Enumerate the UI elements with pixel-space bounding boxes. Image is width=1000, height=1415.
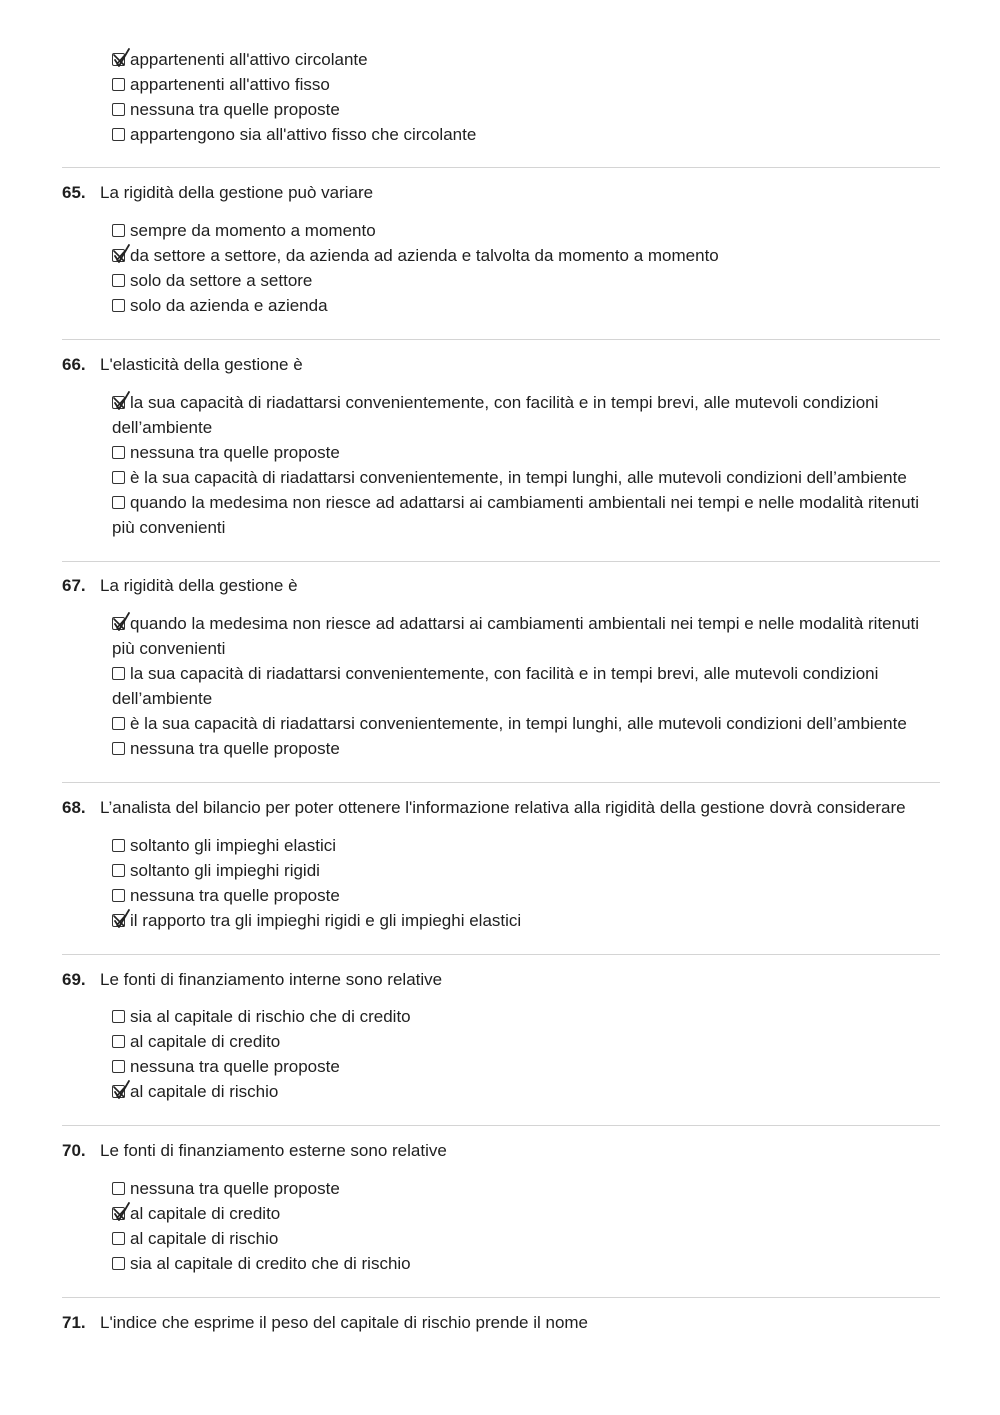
checkbox-icon[interactable] [112, 446, 125, 459]
question-number: 66. [62, 355, 86, 374]
answer-option-text: solo da settore a settore [130, 271, 313, 290]
answer-option-text: sia al capitale di rischio che di credito [130, 1007, 411, 1026]
question-number: 65. [62, 183, 86, 202]
checked-checkbox-icon[interactable] [112, 396, 125, 409]
question-text: La rigidità della gestione può variare [100, 183, 374, 202]
answer-option[interactable] [112, 122, 942, 147]
checkbox-icon[interactable] [112, 471, 125, 484]
answer-option-text: sia al capitale di credito che di rischio [130, 1254, 411, 1273]
answer-option-text: appartenenti all'attivo fisso [130, 75, 330, 94]
checkbox-icon[interactable] [112, 224, 125, 237]
answer-option[interactable] [112, 72, 942, 97]
question-text: L'indice che esprime il peso del capitale di rischio prende il nome [100, 1313, 589, 1332]
question-number: 68. [62, 798, 86, 817]
answer-option-text: appartengono sia all'attivo fisso che circolante [130, 125, 477, 144]
answer-option[interactable] [112, 293, 942, 318]
checkbox-icon[interactable] [112, 1182, 125, 1195]
answer-option[interactable] [112, 908, 942, 933]
question-divider [62, 339, 940, 340]
question-number: 71. [62, 1313, 86, 1332]
checkbox-icon[interactable] [112, 274, 125, 287]
answer-option-text: la sua capacità di riadattarsi convenientemente, con facilità e in tempi brevi, alle mutevoli condizioni dell’ambiente [112, 664, 879, 708]
answer-option[interactable] [112, 1029, 942, 1054]
checkbox-icon[interactable] [112, 667, 125, 680]
checkbox-icon[interactable] [112, 889, 125, 902]
answer-option[interactable] [112, 833, 942, 858]
answer-option[interactable] [112, 1079, 942, 1104]
answer-option[interactable] [112, 440, 942, 465]
answer-option[interactable] [112, 711, 942, 736]
question-divider [62, 167, 940, 168]
question-heading [62, 573, 298, 598]
checkbox-icon[interactable] [112, 1257, 125, 1270]
answer-option[interactable] [112, 736, 942, 761]
answer-option-text: soltanto gli impieghi rigidi [130, 861, 320, 880]
checkbox-icon[interactable] [112, 1010, 125, 1023]
checkbox-icon[interactable] [112, 78, 125, 91]
question-heading [62, 1310, 588, 1335]
answer-option-text: nessuna tra quelle proposte [130, 1179, 340, 1198]
checkbox-icon[interactable] [112, 717, 125, 730]
answer-option[interactable] [112, 465, 942, 490]
question-divider [62, 1297, 940, 1298]
answer-option[interactable] [112, 268, 942, 293]
answer-option[interactable] [112, 1054, 942, 1079]
answer-option-text: nessuna tra quelle proposte [130, 100, 340, 119]
answer-option-text: sempre da momento a momento [130, 221, 376, 240]
question-heading [62, 1138, 447, 1163]
question-text: L’analista del bilancio per poter ottenere l'informazione relativa alla rigidità della gestione dovrà considerare [100, 798, 906, 817]
answer-option[interactable] [112, 661, 942, 711]
answer-option-text: al capitale di rischio [130, 1229, 279, 1248]
answer-option[interactable] [112, 243, 942, 268]
checkbox-icon[interactable] [112, 103, 125, 116]
answer-option-text: è la sua capacità di riadattarsi convenientemente, in tempi lunghi, alle mutevoli condizioni dell’ambiente [130, 714, 907, 733]
question-divider [62, 561, 940, 562]
answer-option-text: è la sua capacità di riadattarsi convenientemente, in tempi lunghi, alle mutevoli condizioni dell’ambiente [130, 468, 907, 487]
question-heading [62, 967, 442, 992]
checkbox-icon[interactable] [112, 128, 125, 141]
answer-option-text: nessuna tra quelle proposte [130, 739, 340, 758]
answer-option-text: quando la medesima non riesce ad adattarsi ai cambiamenti ambientali nei tempi e nelle modalità ritenuti più convenienti [112, 493, 920, 537]
checked-checkbox-icon[interactable] [112, 53, 125, 66]
question-text: Le fonti di finanziamento esterne sono relative [100, 1141, 447, 1160]
question-heading [62, 180, 373, 205]
answer-option-text: la sua capacità di riadattarsi convenientemente, con facilità e in tempi brevi, alle mutevoli condizioni dell’ambiente [112, 393, 879, 437]
checked-checkbox-icon[interactable] [112, 249, 125, 262]
answer-option-text: quando la medesima non riesce ad adattarsi ai cambiamenti ambientali nei tempi e nelle modalità ritenuti più convenienti [112, 614, 920, 658]
answer-option-text: appartenenti all'attivo circolante [130, 50, 368, 69]
answer-option[interactable] [112, 1176, 942, 1201]
answer-option[interactable] [112, 218, 942, 243]
question-divider [62, 1125, 940, 1126]
answer-option-text: da settore a settore, da azienda ad azienda e talvolta da momento a momento [130, 246, 719, 265]
checkbox-icon[interactable] [112, 864, 125, 877]
question-number: 69. [62, 970, 86, 989]
question-divider [62, 782, 940, 783]
question-heading [62, 795, 906, 820]
checked-checkbox-icon[interactable] [112, 914, 125, 927]
answer-option[interactable] [112, 1004, 942, 1029]
question-text: Le fonti di finanziamento interne sono relative [100, 970, 443, 989]
answer-option[interactable] [112, 858, 942, 883]
answer-option[interactable] [112, 883, 942, 908]
question-text: L'elasticità della gestione è [100, 355, 303, 374]
checkbox-icon[interactable] [112, 742, 125, 755]
checkbox-icon[interactable] [112, 299, 125, 312]
checkbox-icon[interactable] [112, 839, 125, 852]
answer-option[interactable] [112, 390, 942, 440]
answer-option[interactable] [112, 97, 942, 122]
answer-option[interactable] [112, 1251, 942, 1276]
checkbox-icon[interactable] [112, 1060, 125, 1073]
question-number: 67. [62, 576, 86, 595]
checkbox-icon[interactable] [112, 496, 125, 509]
answer-option[interactable] [112, 1226, 942, 1251]
answer-option-text: nessuna tra quelle proposte [130, 443, 340, 462]
question-heading [62, 352, 303, 377]
checked-checkbox-icon[interactable] [112, 1085, 125, 1098]
answer-option-text: al capitale di credito [130, 1032, 281, 1051]
answer-option-text: nessuna tra quelle proposte [130, 1057, 340, 1076]
answer-option[interactable] [112, 611, 942, 661]
answer-option[interactable] [112, 1201, 942, 1226]
answer-option-text: solo da azienda e azienda [130, 296, 328, 315]
answer-option-text: al capitale di credito [130, 1204, 281, 1223]
answer-option[interactable] [112, 490, 942, 540]
checkbox-icon[interactable] [112, 1232, 125, 1245]
answer-option-text: nessuna tra quelle proposte [130, 886, 340, 905]
answer-option[interactable] [112, 47, 942, 72]
question-divider [62, 954, 940, 955]
question-text: La rigidità della gestione è [100, 576, 298, 595]
checkbox-icon[interactable] [112, 1035, 125, 1048]
question-number: 70. [62, 1141, 86, 1160]
checked-checkbox-icon[interactable] [112, 617, 125, 630]
answer-option-text: il rapporto tra gli impieghi rigidi e gli impieghi elastici [130, 911, 522, 930]
answer-option-text: al capitale di rischio [130, 1082, 279, 1101]
checked-checkbox-icon[interactable] [112, 1207, 125, 1220]
answer-option-text: soltanto gli impieghi elastici [130, 836, 336, 855]
